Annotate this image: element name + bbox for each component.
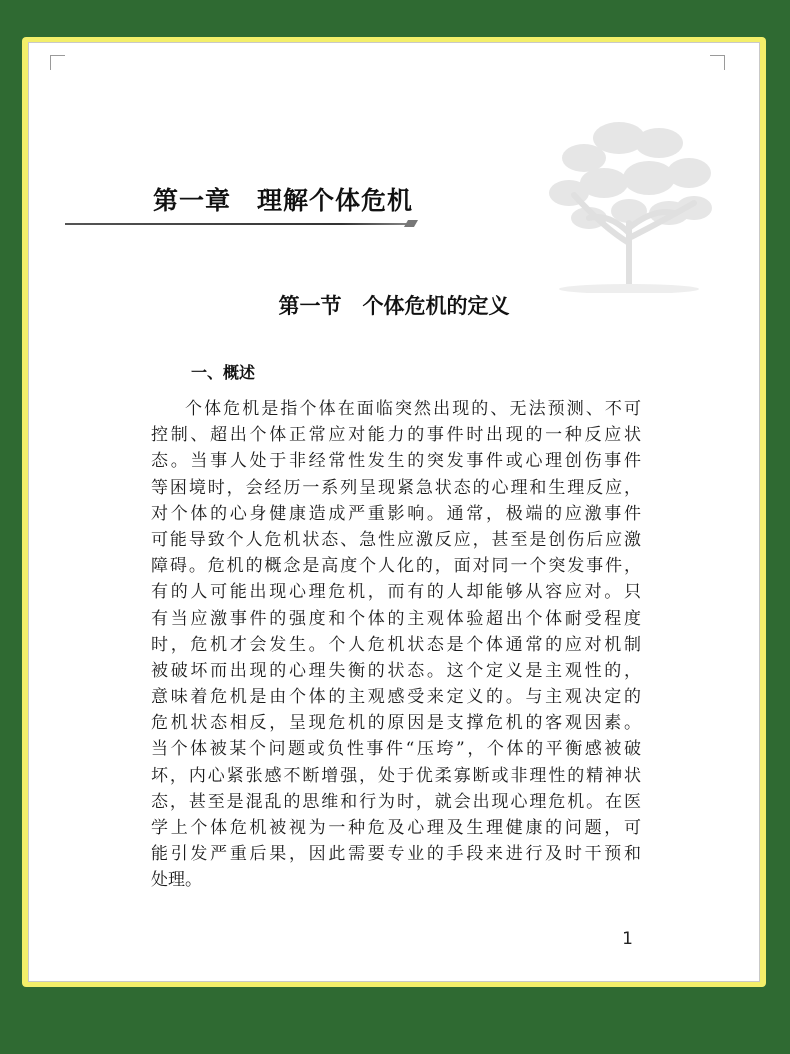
- paragraph-line: 危机状态相反，呈现危机的原因是支撑危机的客观因素。: [151, 713, 641, 734]
- paragraph-line: 对个体的心身健康造成严重影响。通常，极端的应激事件: [151, 503, 641, 524]
- paragraph-line: 可能导致个人危机状态、急性应激反应，甚至是创伤后应激: [151, 529, 641, 550]
- paragraph-line: 有的人可能出现心理危机，而有的人却能够从容应对。只: [151, 582, 641, 603]
- paragraph-line: 被破坏而出现的心理失衡的状态。这个定义是主观性的，: [151, 660, 641, 681]
- chapter-title-underline: [65, 223, 411, 225]
- paragraph-line: 坏，内心紧张感不断增强，处于优柔寡断或非理性的精神状: [151, 765, 641, 786]
- section-title: 第一节 个体危机的定义: [278, 294, 510, 318]
- paragraph-line: 态，甚至是混乱的思维和行为时，就会出现心理危机。在医: [151, 791, 641, 812]
- subsection-heading: 一、概述: [191, 363, 256, 382]
- paragraph-line: 当个体被某个问题或负性事件“压垮”，个体的平衡感被破: [151, 739, 641, 760]
- paragraph-line: 学上个体危机被视为一种危及心理及生理健康的问题，可: [151, 818, 641, 838]
- chapter-title-underline-end: [404, 220, 418, 227]
- paragraph-line: 有当应激事件的强度和个体的主观体验超出个体耐受程度: [151, 608, 641, 629]
- paragraph-line: 处理。: [151, 870, 202, 891]
- paragraph-line: 态。当事人处于非经常性发生的突发事件或心理创伤事件: [151, 451, 641, 472]
- chapter-title: 第一章 理解个体危机: [153, 186, 414, 215]
- page-number: 1: [622, 929, 633, 949]
- crop-mark-top-right: [710, 55, 725, 70]
- book-page: [28, 42, 760, 982]
- paragraph-line: 控制、超出个体正常应对能力的事件时出现的一种反应状: [151, 425, 641, 446]
- tree-watermark-icon: [529, 103, 729, 293]
- paragraph-line: 能引发严重后果，因此需要专业的手段来进行及时干预和: [151, 844, 641, 865]
- paragraph-line: 个体危机是指个体在面临突然出现的、无法预测、不可: [185, 399, 641, 419]
- body-paragraph: [151, 396, 641, 894]
- crop-mark-top-left: [50, 55, 65, 70]
- paragraph-line: 障碍。危机的概念是高度个人化的，面对同一个突发事件，: [151, 556, 641, 577]
- paragraph-line: 意味着危机是由个体的主观感受来定义的。与主观决定的: [151, 687, 641, 708]
- paragraph-line: 等困境时，会经历一系列呈现紧急状态的心理和生理反应，: [151, 477, 641, 498]
- paragraph-line: 时，危机才会发生。个人危机状态是个体通常的应对机制: [151, 634, 641, 655]
